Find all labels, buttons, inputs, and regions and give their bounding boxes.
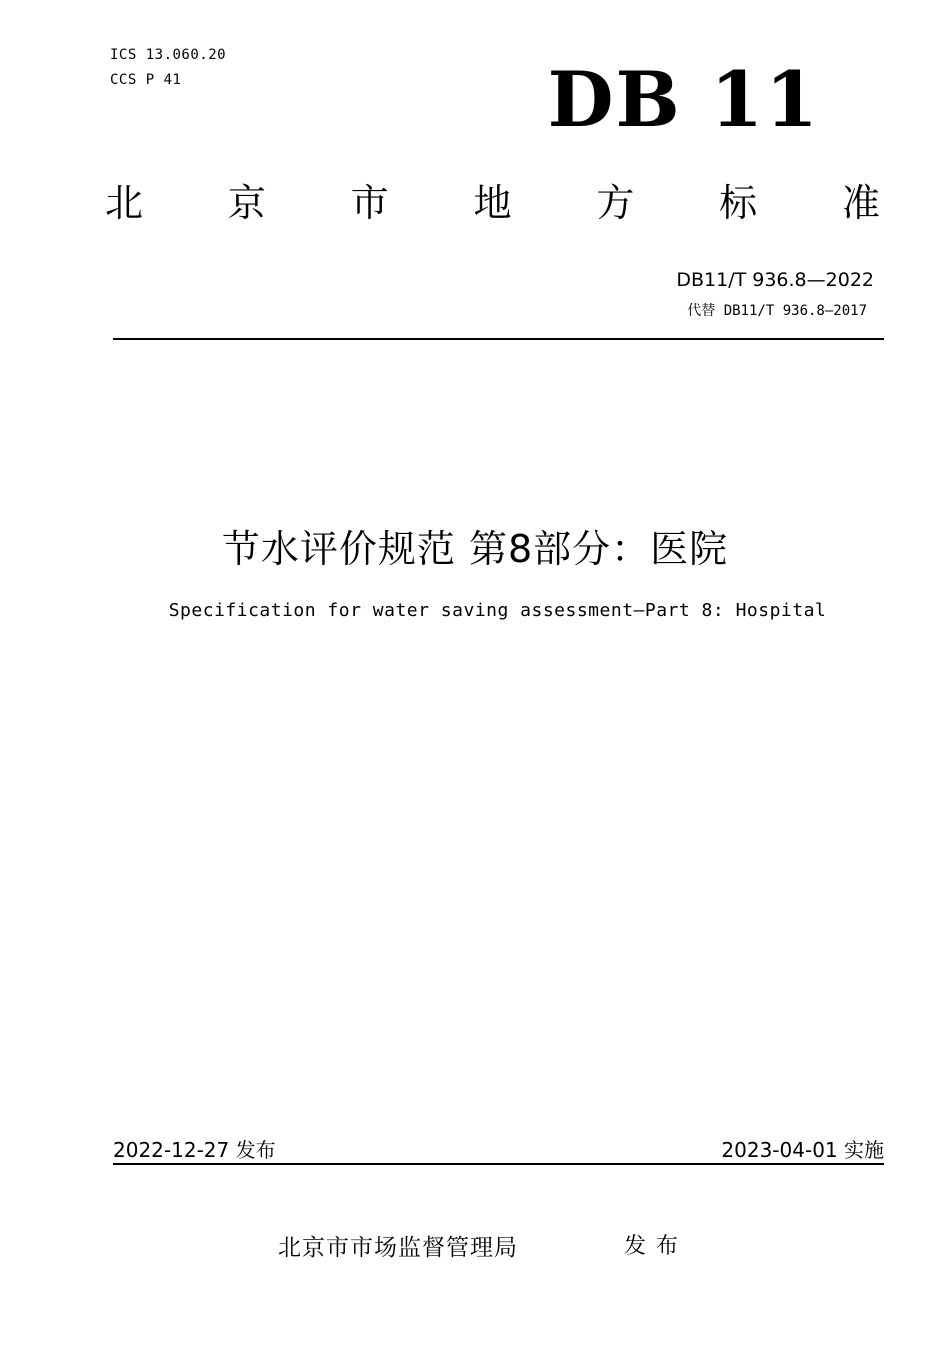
standard-type-char: 市 [350,181,389,225]
standard-number: DB11/T 936.8—2022 [676,269,874,291]
publish-label: 发布 [624,1234,689,1259]
ccs-code: CCS P 41 [110,72,182,88]
publisher-name: 北京市市场监督管理局 [278,1235,518,1261]
replaces-note: 代替 DB11/T 936.8—2017 [687,303,867,319]
top-divider [113,338,884,340]
bottom-divider [113,1163,884,1165]
standard-type-char: 地 [473,181,512,225]
issue-date: 2022-12-27 发布 [113,1138,276,1162]
ics-code: ICS 13.060.20 [110,47,227,63]
db-logo: DB 11 [547,55,820,144]
implementation-date: 2023-04-01 实施 [721,1138,884,1162]
standard-type-char: 北 [105,181,144,225]
standard-type-heading [105,181,880,225]
standard-type-char: 方 [596,181,635,225]
standard-type-char: 京 [227,181,266,225]
standard-type-char: 准 [841,181,880,225]
document-title-en: Specification for water saving assessment—Part 8: Hospital [168,600,827,621]
document-title-cn: 节水评价规范 第8部分：医院 [221,527,729,571]
standard-type-char: 标 [719,181,758,225]
